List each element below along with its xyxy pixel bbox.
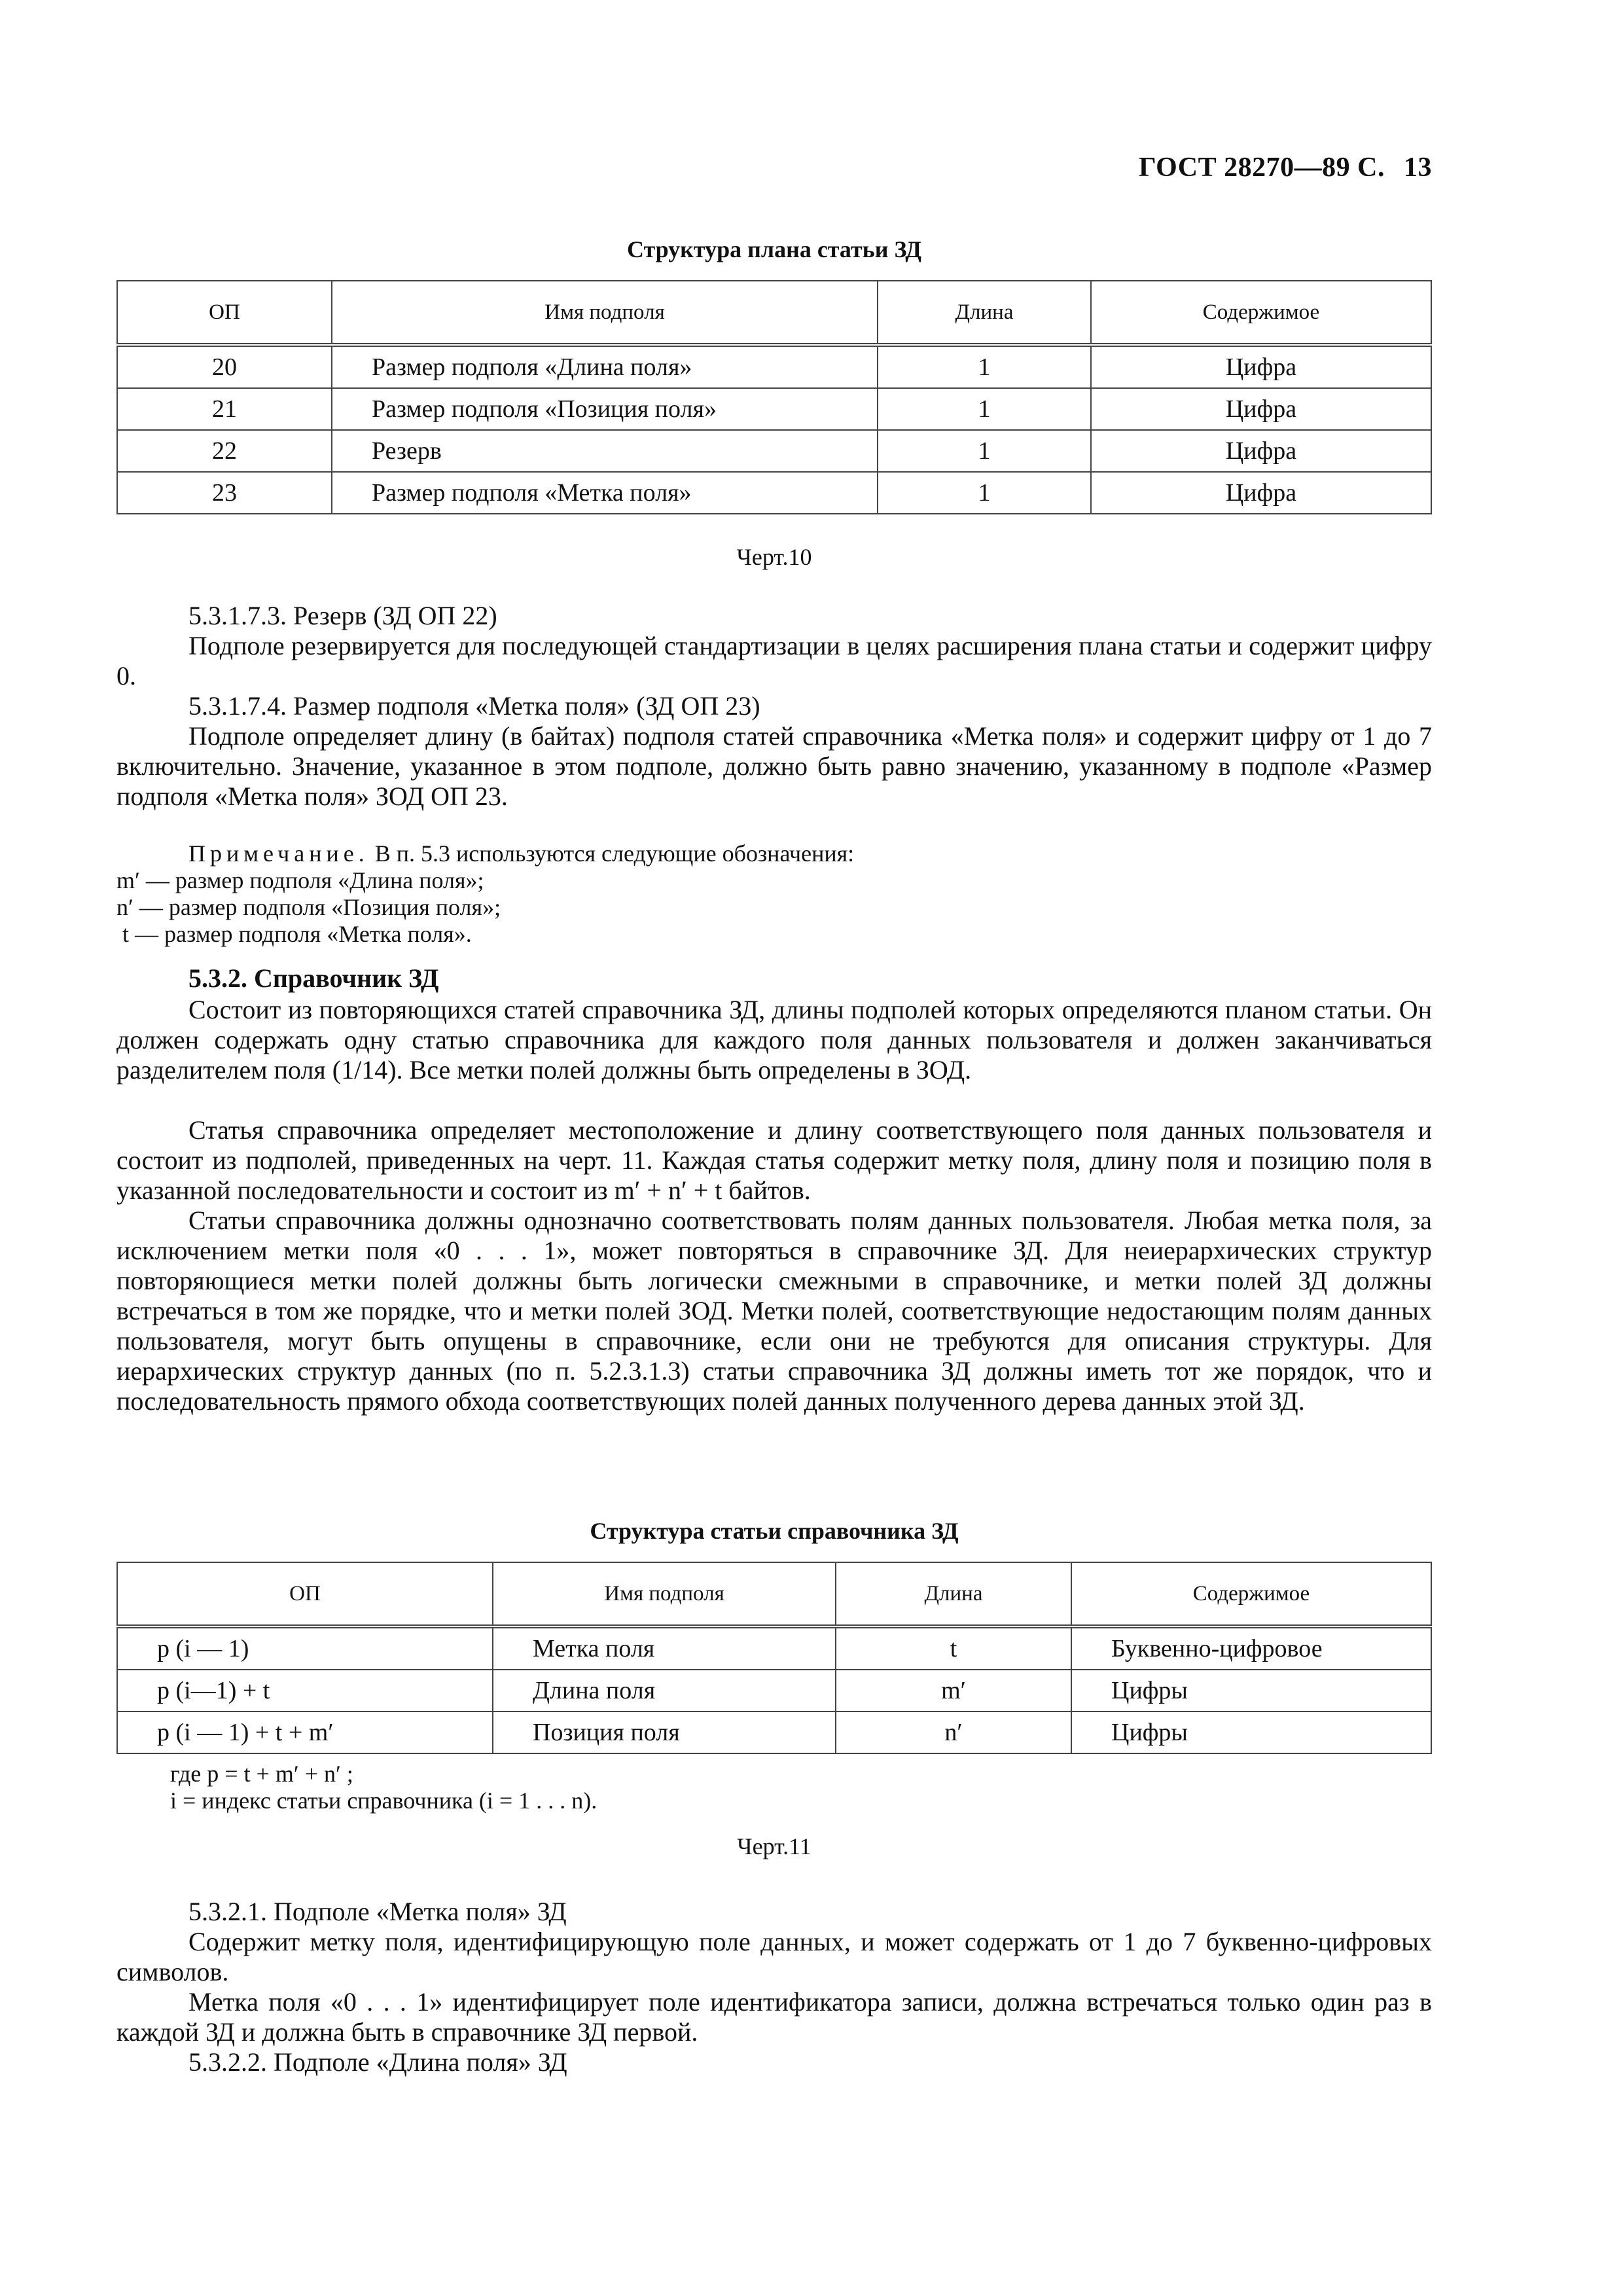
- table2-title: Структура статьи справочника ЗД: [590, 1518, 959, 1544]
- table1: [116, 280, 1432, 514]
- note-line-t: t — размер подполя «Метка поля».: [116, 921, 472, 947]
- section-5-3-1-7-3-heading: 5.3.1.7.3. Резерв (ЗД ОП 22): [188, 601, 497, 630]
- section-5-3-2-1-heading: 5.3.2.1. Подполе «Метка поля» ЗД: [188, 1897, 567, 1926]
- figure-caption-11: Черт.11: [737, 1833, 812, 1859]
- doc-ref: ГОСТ 28270—89 С.: [1138, 152, 1385, 183]
- cell-content: Цифра: [1091, 388, 1431, 430]
- cell-length: 1: [878, 430, 1091, 472]
- cell-op: p (i — 1): [117, 1626, 493, 1670]
- cell-content: Цифра: [1091, 430, 1431, 472]
- cell-length: 1: [878, 472, 1091, 514]
- cell-name: Метка поля: [493, 1626, 836, 1670]
- cell-name: Резерв: [332, 430, 878, 472]
- cell-name: Размер подполя «Метка поля»: [332, 472, 878, 514]
- cell-op: 21: [117, 388, 332, 430]
- where-line-2: i = индекс статьи справочника (i = 1 . . . n).: [170, 1787, 597, 1814]
- cell-op: 20: [117, 345, 332, 388]
- table-row: [117, 345, 1431, 388]
- note-intro: В п. 5.3 используются следующие обозначения:: [368, 840, 855, 867]
- table-row: [117, 1712, 1431, 1753]
- table-row: [117, 1626, 1431, 1670]
- page-header: [1139, 152, 1432, 183]
- section-5-3-1-7-4-body: Подполе определяет длину (в байтах) подполя статей справочника «Метка поля» и содержит цифру от 1 до 7 включительно. Значение, указанное в этом подполе, должно быть равно значению, указанному в подполе «Размер подполя «Метка поля» ЗОД ОП 23.: [116, 721, 1432, 811]
- section-5-3-2-heading: 5.3.2. Справочник ЗД: [188, 963, 439, 993]
- cell-content: Цифры: [1071, 1670, 1431, 1712]
- cell-content: Цифра: [1091, 472, 1431, 514]
- table2-col-length: Длина: [836, 1562, 1071, 1626]
- section-5-3-2-p3: Статьи справочника должны однозначно соответствовать полям данных пользователя. Любая метка поля, за исключением метки поля «0 . . . 1», может повторяться в справочнике ЗД. Для неиерархических структур повторяющиеся метки полей должны быть логически смежными в справочнике, и метки полей ЗД должны встречаться в том же порядке, что и метки полей ЗОД. Метки полей, соответствующие недостающим полям данных пользователя, могут быть опущены в справочнике, если они не требуются для описания структуры. Для иерархических структур данных (по п. 5.2.3.1.3) статьи справочника ЗД должны иметь тот же порядок, что и последовательность прямого обхода соответствующих полей данных полученного дерева данных этой ЗД.: [116, 1206, 1432, 1416]
- cell-op: 22: [117, 430, 332, 472]
- figure-caption-10: Черт.10: [736, 544, 812, 570]
- section-5-3-2-2-heading: 5.3.2.2. Подполе «Длина поля» ЗД: [188, 2047, 567, 2077]
- table-row: [117, 1670, 1431, 1712]
- table-row: [117, 388, 1431, 430]
- where-line-1: где p = t + m′ + n′ ;: [170, 1761, 353, 1787]
- section-5-3-2-p2: Статья справочника определяет местоположение и длину соответствующего поля данных пользователя и состоит из подполей, приведенных на черт. 11. Каждая статья содержит метку поля, длину поля и позицию поля в указанной последовательности и состоит из m′ + n′ + t байтов.: [116, 1115, 1432, 1205]
- cell-length: t: [836, 1626, 1071, 1670]
- note-line-m: m′ — размер подполя «Длина поля»;: [116, 867, 484, 893]
- cell-op: p (i—1) + t: [117, 1670, 493, 1712]
- table2-col-content: Содержимое: [1071, 1562, 1431, 1626]
- table-row: [117, 472, 1431, 514]
- table1-title: Структура плана статьи ЗД: [626, 236, 922, 262]
- section-5-3-2-p1: Состоит из повторяющихся статей справочника ЗД, длины подполей которых определяются планом статьи. Он должен содержать одну статью справочника для каждого поля данных пользователя и должен заканчиваться разделителем поля (1/14). Все метки полей должны быть определены в ЗОД.: [116, 995, 1432, 1085]
- cell-length: m′: [836, 1670, 1071, 1712]
- cell-name: Размер подполя «Длина поля»: [332, 345, 878, 388]
- cell-content: Буквенно-цифровое: [1071, 1626, 1431, 1670]
- section-5-3-1-7-3-body: Подполе резервируется для последующей стандартизации в целях расширения плана статьи и содержит цифру 0.: [116, 631, 1432, 691]
- table1-col-op: ОП: [117, 281, 332, 345]
- table1-col-name: Имя подполя: [332, 281, 878, 345]
- section-5-3-1-7-4-heading: 5.3.1.7.4. Размер подполя «Метка поля» (ЗД ОП 23): [188, 691, 760, 721]
- section-5-3-2-1-p2: Метка поля «0 . . . 1» идентифицирует поле идентификатора записи, должна встречаться только один раз в каждой ЗД и должна быть в справочнике ЗД первой.: [116, 1987, 1432, 2047]
- table2-col-name: Имя подполя: [493, 1562, 836, 1626]
- cell-op: 23: [117, 472, 332, 514]
- table1-col-length: Длина: [878, 281, 1091, 345]
- cell-length: n′: [836, 1712, 1071, 1753]
- table2-col-op: ОП: [117, 1562, 493, 1626]
- page-number: 13: [1404, 152, 1432, 183]
- section-5-3-2-1-p1: Содержит метку поля, идентифицирующую поле данных, и может содержать от 1 до 7 буквенно-цифровых символов.: [116, 1927, 1432, 1986]
- note-block: [116, 840, 1432, 948]
- note-label: Примечание.: [188, 840, 369, 867]
- cell-content: Цифры: [1071, 1712, 1431, 1753]
- cell-content: Цифра: [1091, 345, 1431, 388]
- table1-col-content: Содержимое: [1091, 281, 1431, 345]
- cell-name: Размер подполя «Позиция поля»: [332, 388, 878, 430]
- table2-where: [170, 1761, 1414, 1814]
- cell-name: Позиция поля: [493, 1712, 836, 1753]
- note-line-n: n′ — размер подполя «Позиция поля»;: [116, 894, 501, 920]
- cell-name: Длина поля: [493, 1670, 836, 1712]
- cell-op: p (i — 1) + t + m′: [117, 1712, 493, 1753]
- table-row: [117, 430, 1431, 472]
- table2: [116, 1562, 1432, 1754]
- cell-length: 1: [878, 345, 1091, 388]
- cell-length: 1: [878, 388, 1091, 430]
